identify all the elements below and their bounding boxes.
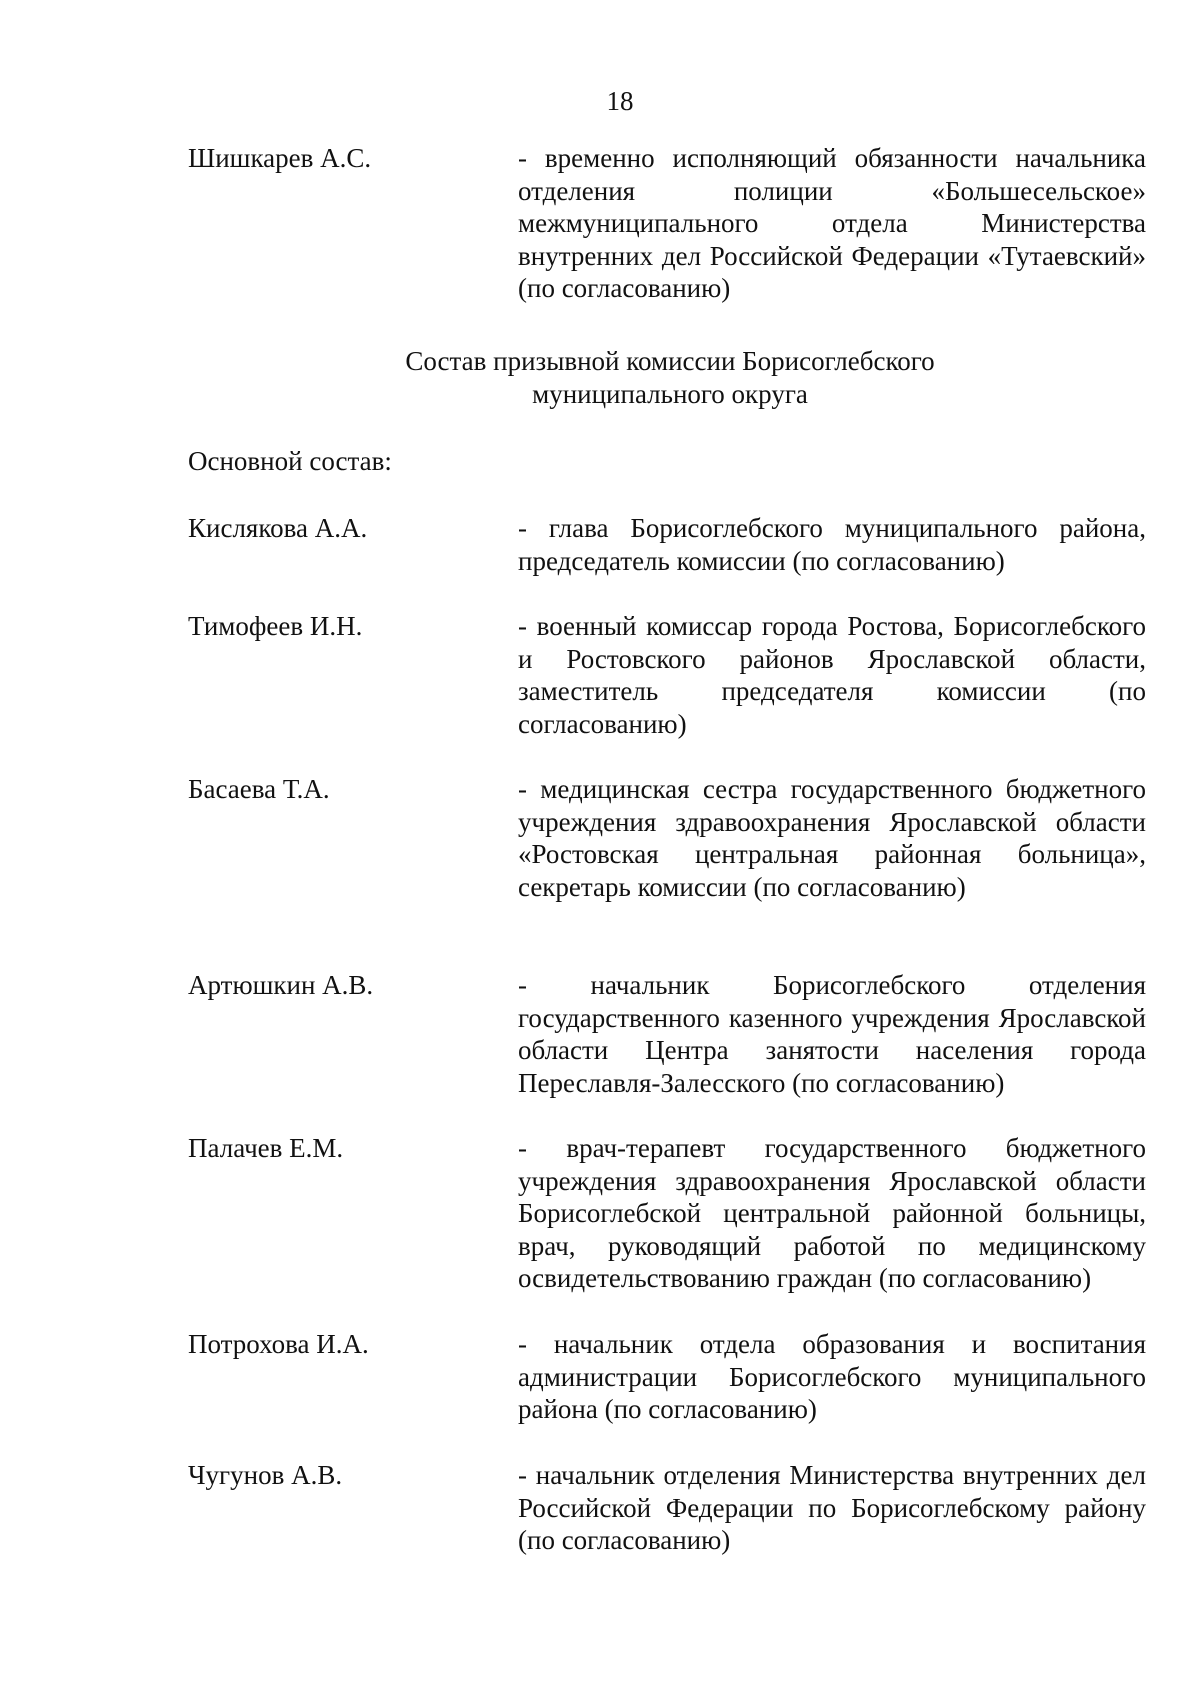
member-description: - врач-терапевт государственного бюджетного учреждения здравоохранения Ярославской области Борисоглебской центральной районной больницы, врач, руководящий работой по медицинскому освидетельствованию граждан (по согласованию) [518,1133,1146,1293]
page-number: 18 [606,86,634,116]
section-title [340,345,1000,411]
member-name: Потрохова И.А. [188,1329,369,1359]
member-description: - медицинская сестра государственного бюджетного учреждения здравоохранения Ярославской области «Ростовская центральная районная больница», секретарь комиссии (по согласованию) [518,774,1146,902]
entry-name: Шишкарев А.С. [188,143,372,173]
member-name: Палачев Е.М. [188,1133,344,1163]
member-name: Артюшкин А.В. [188,970,374,1000]
member-description: - глава Борисоглебского муниципального района, председатель комиссии (по согласованию) [518,513,1146,576]
member-description: - военный комиссар города Ростова, Борисоглебского и Ростовского районов Ярославской области, заместитель председателя комиссии (по согласованию) [518,611,1146,739]
section-subheading: Основной состав: [188,446,392,476]
member-name: Кислякова А.А. [188,513,368,543]
member-name: Тимофеев И.Н. [188,611,363,641]
member-name: Басаева Т.А. [188,774,330,804]
section-title-line-2: муниципального округа [532,379,808,409]
member-description: - начальник отделения Министерства внутренних дел Российской Федерации по Борисоглебскому району (по согласованию) [518,1460,1146,1555]
member-name: Чугунов А.В. [188,1460,343,1490]
entry-description: - временно исполняющий обязанности начальника отделения полиции «Большесельское» межмуниципального отдела Министерства внутренних дел Российской Федерации «Тутаевский» (по согласованию) [518,143,1146,303]
member-description: - начальник отдела образования и воспитания администрации Борисоглебского муниципального района (по согласованию) [518,1329,1146,1424]
section-title-line-1: Состав призывной комиссии Борисоглебского [405,346,935,376]
member-description: - начальник Борисоглебского отделения государственного казенного учреждения Ярославской области Центра занятости населения города Переславля-Залесского (по согласованию) [518,970,1146,1098]
